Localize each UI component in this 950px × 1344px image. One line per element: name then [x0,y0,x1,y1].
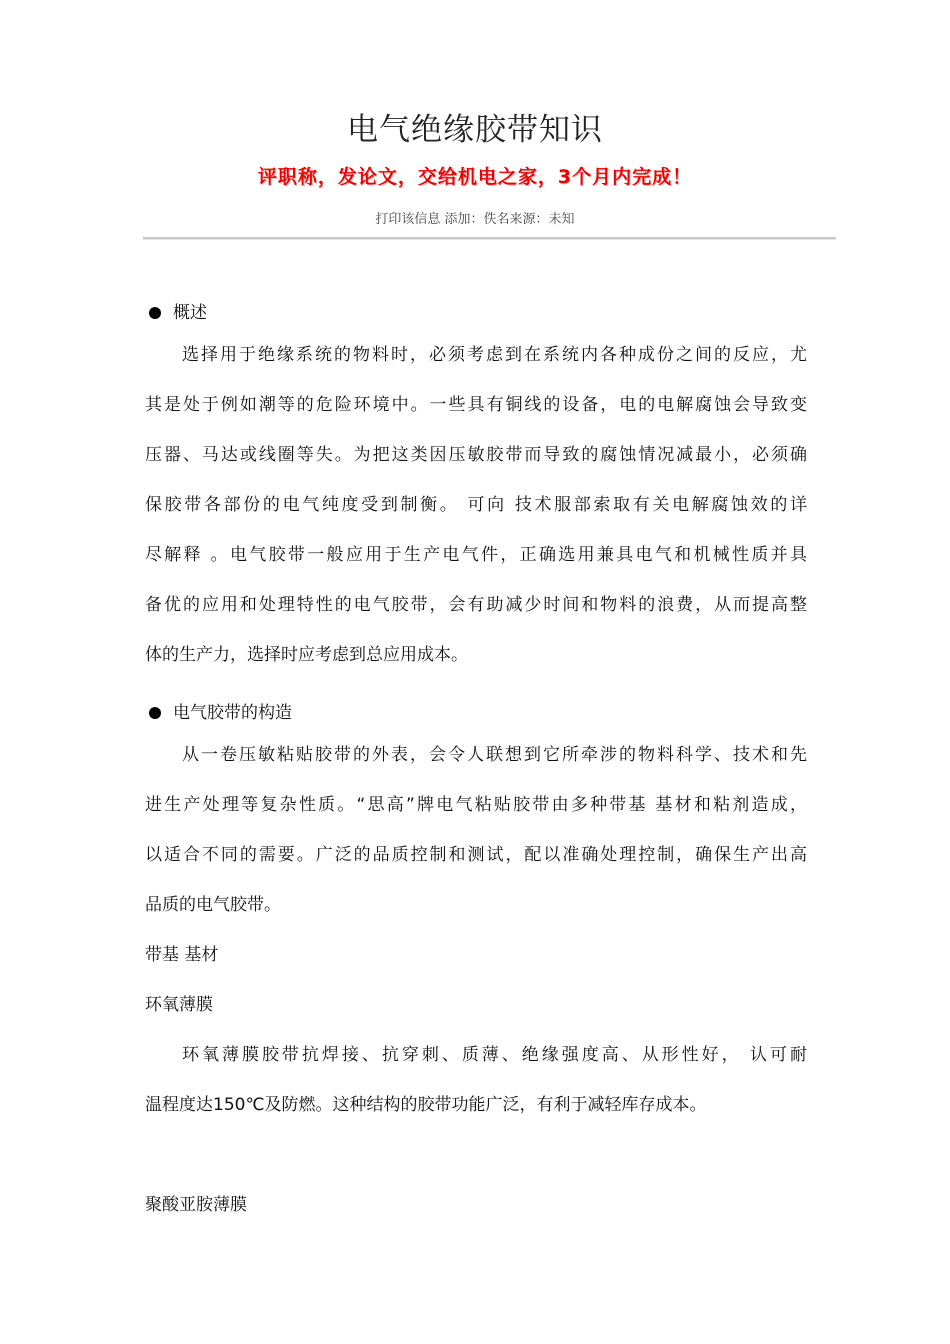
paragraph-line: 保胶带各部份的电气纯度受到制衡。 可向 技术服部索取有关电解腐蚀效的详 [145,495,807,515]
page-title: 电气绝缘胶带知识 [347,112,603,148]
paragraph-line: 以适合不同的需要。广泛的品质控制和测试，配以准确处理控制，确保生产出高 [145,845,807,865]
paragraph-line: 环氧薄膜胶带抗焊接、抗穿刺、质薄、绝缘强度高、从形性好， 认可耐 [182,1045,807,1065]
paragraph-line: 温程度达150℃及防燃。这种结构的胶带功能广泛，有利于减轻库存成本。 [145,1095,707,1115]
article-body [145,288,807,1238]
section-heading-construction: 电气胶带的构造 [145,688,807,738]
bullet-icon [149,707,161,719]
spacer [145,1138,807,1188]
paragraph-line: 从一卷压敏粘贴胶带的外表，会令人联想到它所牵涉的物料科学、技术和先 [182,745,807,765]
paragraph-line: 备优的应用和处理特性的电气胶带，会有助减少时间和物料的浪费，从而提高整 [145,595,807,615]
paragraph-line: 进生产处理等复杂性质。“思高”牌电气粘贴胶带由多种带基 基材和粘剂造成， [145,795,807,815]
paragraph-line: 选择用于绝缘系统的物料时，必须考虑到在系统内各种成份之间的反应，尤 [182,345,807,365]
subheading-polyimide: 聚酸亚胺薄膜 [145,1195,247,1215]
paragraph-line: 压器、马达或线圈等失。为把这类因压敏胶带而导致的腐蚀情况减最小，必须确 [145,445,807,465]
paragraph-line: 体的生产力，选择时应考虑到总应用成本。 [145,645,468,665]
subheading-epoxy: 环氧薄膜 [145,995,213,1015]
bullet-icon [149,307,161,319]
paragraph-line: 尽解释 。电气胶带一般应用于生产电气件，正确选用兼具电气和机械性质并具 [145,545,807,565]
promo-banner-link[interactable]: 评职称，发论文，交给机电之家，3个月内完成！ [257,166,693,188]
article-meta: 打印该信息 添加：佚名来源：未知 [375,212,575,227]
header-divider [143,237,836,240]
paragraph-line: 其是处于例如潮等的危险环境中。一些具有铜线的设备，电的电解腐蚀会导致变 [145,395,807,415]
paragraph-line: 品质的电气胶带。 [145,895,281,915]
subheading-backing: 带基 基材 [145,945,219,965]
section-heading-overview: 概述 [145,288,807,338]
